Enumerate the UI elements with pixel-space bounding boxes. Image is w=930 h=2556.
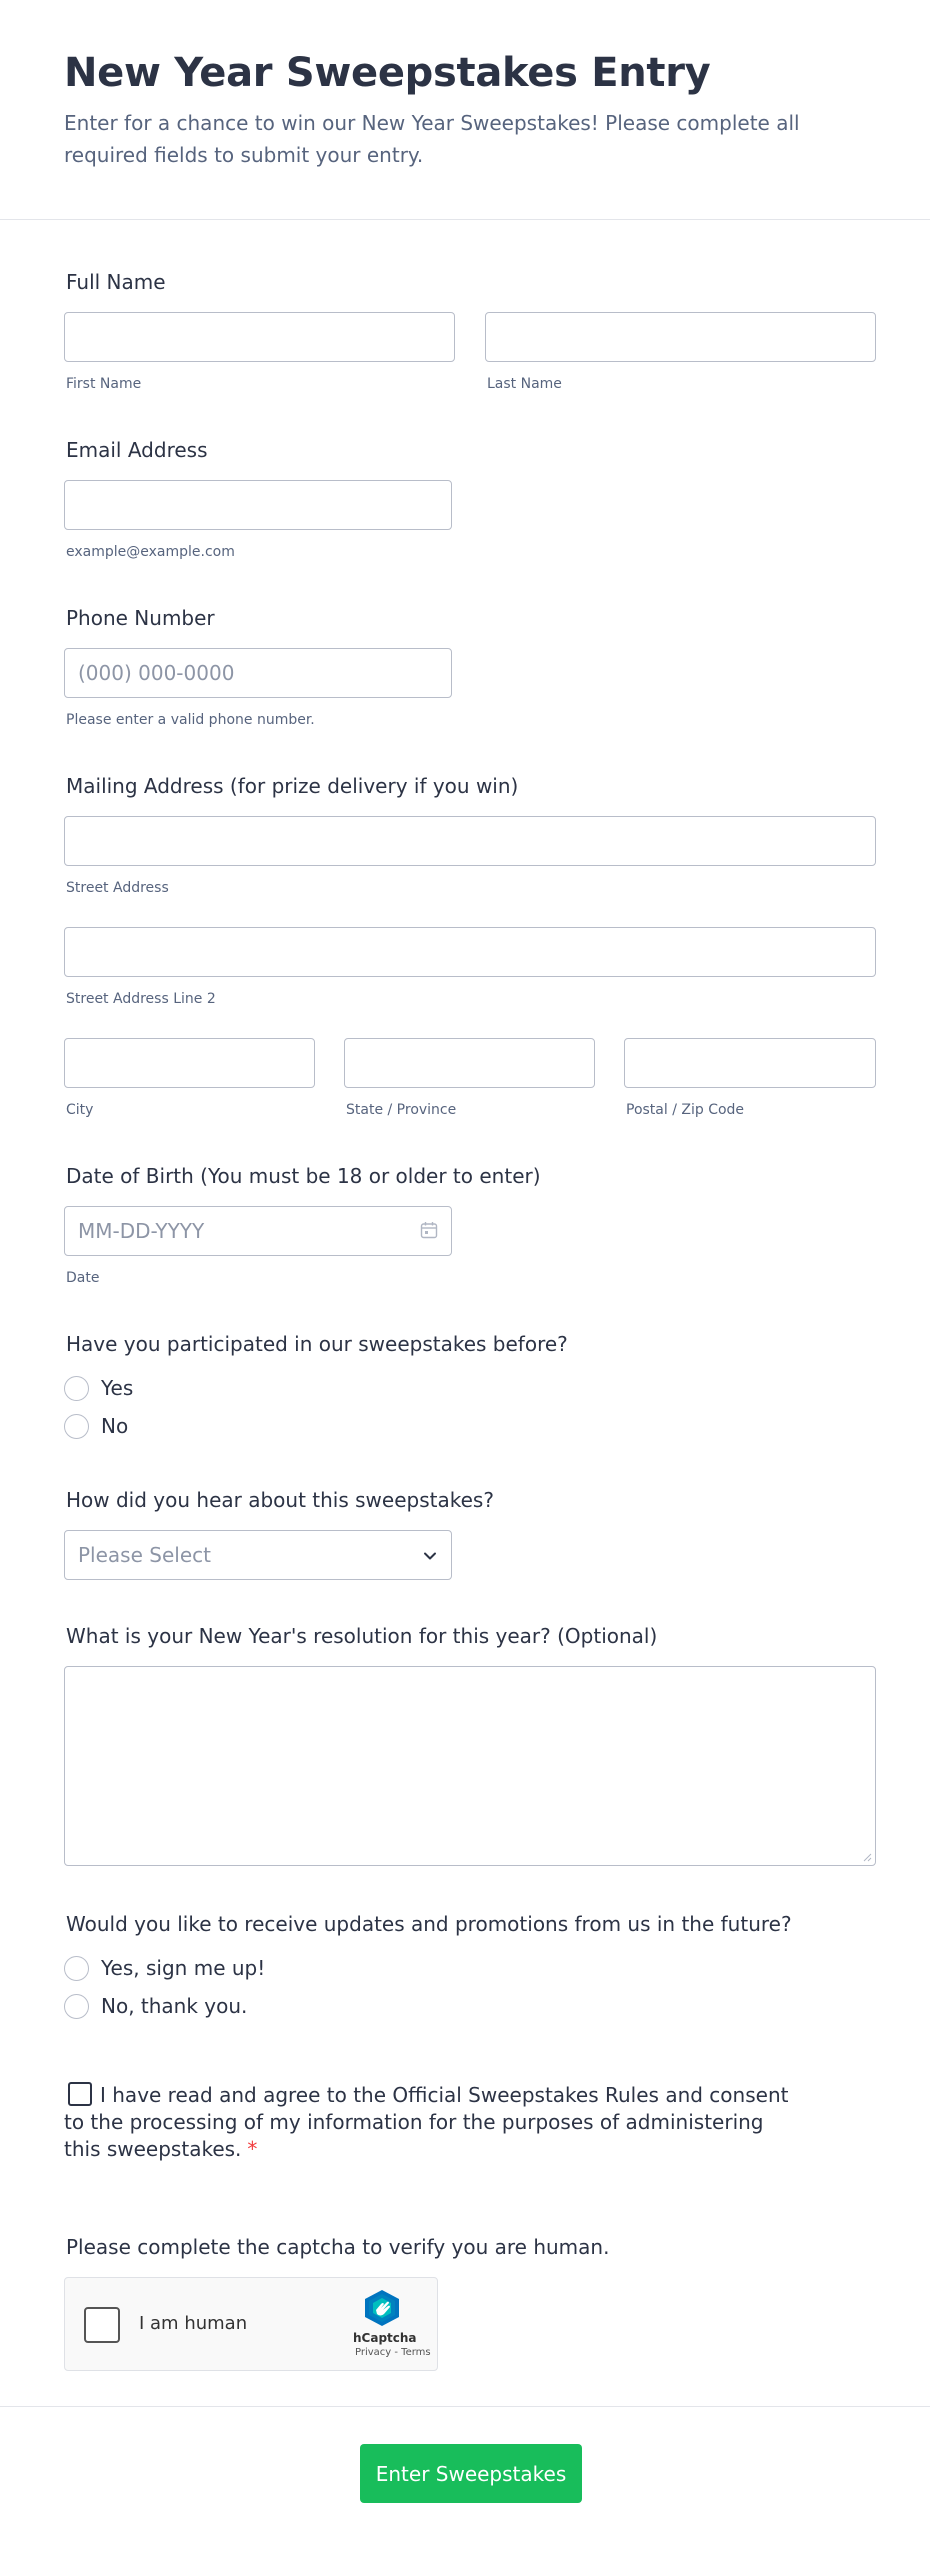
- dob-input[interactable]: [64, 1206, 452, 1256]
- email-label: Email Address: [66, 438, 208, 462]
- submit-button[interactable]: Enter Sweepstakes: [360, 2444, 582, 2503]
- resize-handle-icon[interactable]: [862, 1852, 872, 1862]
- updates-label: Would you like to receive updates and promotions from us in the future?: [66, 1912, 792, 1936]
- captcha-checkbox-text: I am human: [139, 2313, 248, 2334]
- participated-option-no[interactable]: No: [64, 1412, 128, 1440]
- first-name-input[interactable]: [64, 312, 455, 362]
- first-name-sublabel: First Name: [66, 376, 142, 392]
- dob-field: [64, 1206, 452, 1256]
- heard-select-value: Please Select: [78, 1543, 211, 1567]
- last-name-input[interactable]: [485, 312, 876, 362]
- resolution-textarea[interactable]: [64, 1666, 876, 1866]
- updates-option-yes[interactable]: Yes, sign me up!: [64, 1954, 265, 1982]
- state-sublabel: State / Province: [346, 1102, 457, 1118]
- updates-option-no[interactable]: No, thank you.: [64, 1992, 247, 2020]
- state-input[interactable]: [344, 1038, 595, 1088]
- required-mark: *: [247, 2137, 258, 2161]
- heard-select[interactable]: [64, 1530, 452, 1580]
- participated-option-yes[interactable]: Yes: [64, 1374, 133, 1402]
- full-name-label: Full Name: [66, 270, 166, 294]
- street-address-sublabel: Street Address: [66, 880, 169, 896]
- calendar-icon[interactable]: [420, 1221, 438, 1239]
- email-sublabel: example@example.com: [66, 544, 235, 560]
- captcha-label: Please complete the captcha to verify you are human.: [66, 2235, 610, 2259]
- dob-sublabel: Date: [66, 1270, 100, 1286]
- street-address-input[interactable]: [64, 816, 876, 866]
- address-label: Mailing Address (for prize delivery if you win): [66, 774, 519, 798]
- zip-sublabel: Postal / Zip Code: [626, 1102, 745, 1118]
- participated-label: Have you participated in our sweepstakes before?: [66, 1332, 568, 1356]
- radio-button[interactable]: [64, 1994, 89, 2019]
- radio-button[interactable]: [64, 1376, 89, 1401]
- email-input[interactable]: [64, 480, 452, 530]
- street-address-line2-sublabel: Street Address Line 2: [66, 991, 216, 1007]
- last-name-sublabel: Last Name: [487, 376, 562, 392]
- heard-label: How did you hear about this sweepstakes?: [66, 1488, 494, 1512]
- phone-label: Phone Number: [66, 606, 215, 630]
- form-header: [0, 0, 930, 220]
- form-subtitle: Enter for a chance to win our New Year Sweepstakes! Please complete all required fields to submit your entry.: [64, 111, 800, 167]
- consent-checkbox[interactable]: [68, 2082, 92, 2106]
- captcha-checkbox[interactable]: [84, 2307, 120, 2343]
- resolution-label: What is your New Year's resolution for this year? (Optional): [66, 1624, 658, 1648]
- hcaptcha-widget: [64, 2277, 438, 2371]
- form-title: New Year Sweepstakes Entry: [64, 50, 711, 96]
- phone-input[interactable]: [64, 648, 452, 698]
- radio-button[interactable]: [64, 1414, 89, 1439]
- city-input[interactable]: [64, 1038, 315, 1088]
- chevron-down-icon: [421, 1547, 439, 1565]
- hcaptcha-links[interactable]: Privacy - Terms: [355, 2347, 431, 2358]
- street-address-line2-input[interactable]: [64, 927, 876, 977]
- consent-field: [64, 2082, 804, 2163]
- radio-button[interactable]: [64, 1956, 89, 1981]
- hcaptcha-brand: hCaptcha: [353, 2331, 417, 2345]
- zip-input[interactable]: [624, 1038, 876, 1088]
- phone-sublabel: Please enter a valid phone number.: [66, 712, 315, 728]
- hcaptcha-logo-icon: [362, 2288, 402, 2328]
- dob-label: Date of Birth (You must be 18 or older to enter): [66, 1164, 541, 1188]
- consent-text: I have read and agree to the Official Sweepstakes Rules and consent to the processing of my information for the purposes of administering this sweepstakes.: [64, 2083, 789, 2161]
- city-sublabel: City: [66, 1102, 94, 1118]
